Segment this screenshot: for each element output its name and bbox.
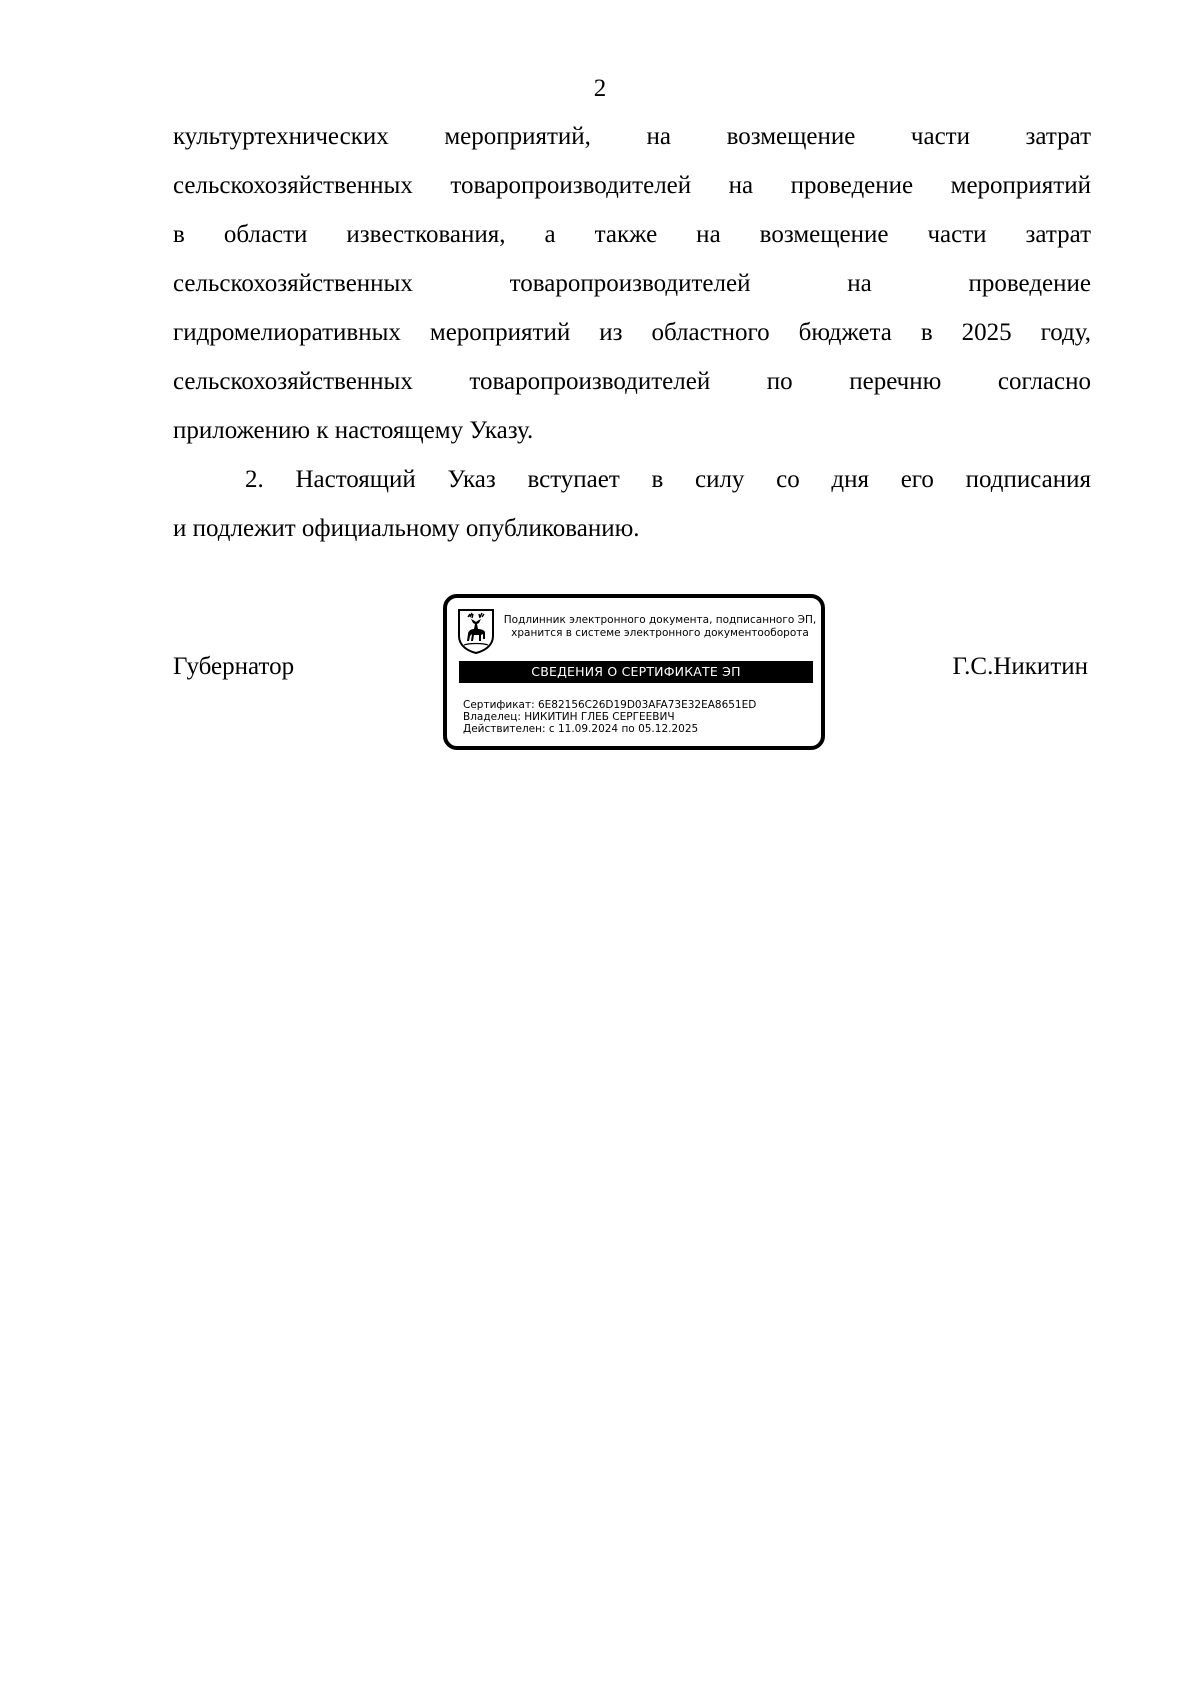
certificate-details: [463, 699, 756, 735]
electronic-signature-stamp: [443, 594, 825, 750]
text-line: сельскохозяйственных товаропроизводителей на проведение: [173, 270, 1091, 297]
paragraph-1: [173, 112, 1091, 455]
text-line: культуртехнических мероприятий, на возмещение части затрат: [173, 123, 1091, 150]
paragraph-2: [173, 455, 1091, 553]
text-line: в области известкования, а также на возмещение части затрат: [173, 221, 1091, 248]
certificate-info-header: СВЕДЕНИЯ О СЕРТИФИКАТЕ ЭП: [459, 661, 813, 683]
signer-name: Г.С.Никитин: [952, 653, 1088, 680]
certificate-validity: Действителен: с 11.09.2024 по 05.12.2025: [463, 723, 699, 735]
text-line: 2. Настоящий Указ вступает в силу со дня его подписания: [245, 466, 1091, 493]
text-line: сельскохозяйственных товаропроизводителей по перечню согласно: [173, 368, 1091, 395]
text-line: гидромелиоративных мероприятий из областного бюджета в 2025 году,: [173, 319, 1091, 346]
document-body: [173, 112, 1091, 553]
storage-notice-line: хранится в системе электронного документооборота: [511, 627, 809, 639]
deer-emblem-icon: [457, 608, 495, 654]
text-line: приложению к настоящему Указу.: [173, 417, 534, 444]
storage-notice: [497, 614, 823, 640]
signer-position: Губернатор: [173, 653, 295, 680]
text-line: и подлежит официальному опубликованию.: [173, 515, 640, 542]
certificate-number: Сертификат: 6E82156C26D19D03AFA73E32EA8651ED: [463, 699, 757, 711]
signature-block: [0, 594, 1200, 754]
text-line: сельскохозяйственных товаропроизводителей на проведение мероприятий: [173, 172, 1091, 199]
page-number: 2: [593, 75, 607, 102]
certificate-owner: Владелец: НИКИТИН ГЛЕБ СЕРГЕЕВИЧ: [463, 711, 675, 723]
storage-notice-line: Подлинник электронного документа, подписанного ЭП,: [503, 614, 817, 626]
